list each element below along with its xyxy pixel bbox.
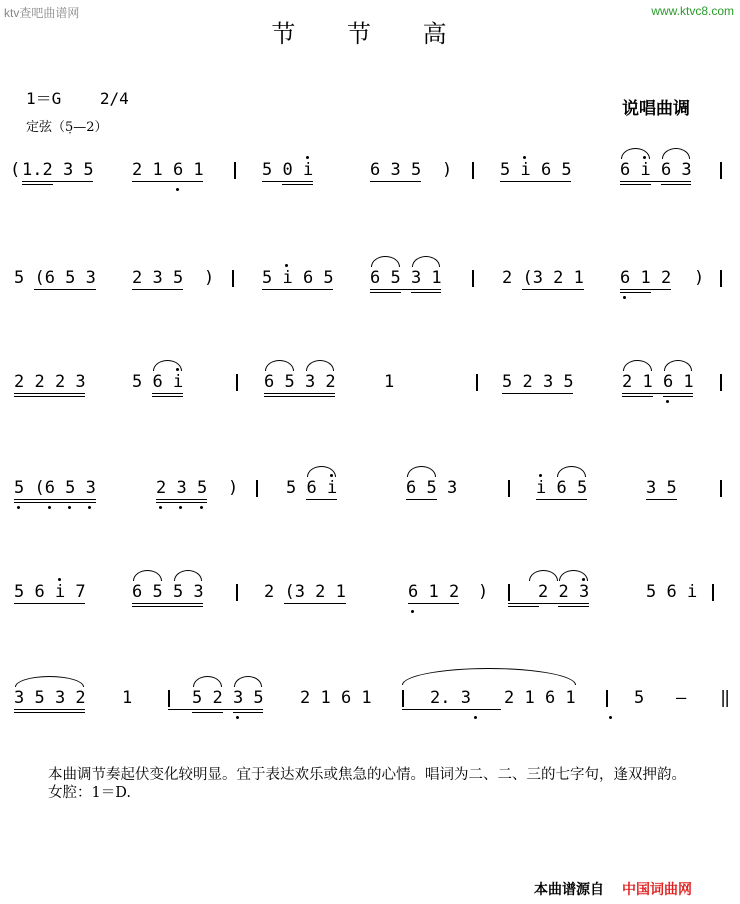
slur-mark <box>133 570 162 581</box>
octave-low-dot <box>474 716 477 719</box>
note-group: 1 <box>384 372 395 392</box>
note-group: 5 6 i 7 <box>14 582 86 602</box>
underline-sixteenth <box>22 184 53 185</box>
note-group: 2 (3 2 1 <box>502 268 584 288</box>
underline-eighth <box>262 289 333 290</box>
octave-low-dot <box>159 506 162 509</box>
note-group: 5 2 3 5 <box>502 372 574 392</box>
note-group: 5 i 6 5 <box>262 268 334 288</box>
underline-sixteenth <box>152 396 183 397</box>
bracket: ( <box>10 160 21 180</box>
underline-eighth <box>14 603 85 604</box>
slur-mark <box>559 570 588 581</box>
score-row-5 <box>0 582 740 642</box>
note-group: 2 1 6 1 <box>504 688 576 708</box>
underline-sixteenth <box>14 712 85 713</box>
note-group: 6 1 2 <box>620 268 672 288</box>
note-group: 6 5 3 <box>406 478 458 498</box>
underline-sixteenth <box>508 606 539 607</box>
underline-eighth <box>132 603 203 604</box>
score-row-4 <box>0 478 740 538</box>
bar-line <box>720 374 722 391</box>
source-credit <box>534 879 692 899</box>
bracket: ) <box>694 268 705 288</box>
slur-mark <box>306 360 335 371</box>
credit-site: 中国词曲网 <box>622 882 692 898</box>
note-group: 2. 3 <box>430 688 471 708</box>
notes-text <box>30 766 735 802</box>
note-group: 6 3 5 <box>370 160 422 180</box>
underline-eighth <box>622 393 693 394</box>
bar-line <box>236 374 238 391</box>
underline-eighth <box>14 709 85 710</box>
bar-line <box>256 480 258 497</box>
tune-style: 说唱曲调 <box>622 99 690 119</box>
underline-eighth <box>522 289 583 290</box>
slur-mark <box>193 676 222 687</box>
slur-mark <box>234 676 263 687</box>
underline-eighth <box>152 393 183 394</box>
underline-eighth <box>14 499 96 500</box>
note-group: 1.2 3 5 <box>22 160 94 180</box>
octave-high-dot <box>539 474 542 477</box>
notes-line-2: 女腔：1＝D. <box>48 785 131 801</box>
octave-low-dot <box>68 506 71 509</box>
time-signature: 2/4 <box>99 89 129 108</box>
underline-eighth <box>22 181 93 182</box>
underline-eighth <box>430 709 501 710</box>
underline-eighth <box>620 181 691 182</box>
bar-line <box>234 162 236 179</box>
underline-eighth <box>408 603 459 604</box>
underline-eighth <box>14 393 85 394</box>
underline-eighth <box>264 393 335 394</box>
octave-low-dot <box>411 610 414 613</box>
note-group: 2 2 3 <box>538 582 590 602</box>
bar-line <box>508 480 510 497</box>
octave-low-dot <box>17 506 20 509</box>
note-group: 2 1 6 1 <box>300 688 372 708</box>
underline-eighth <box>284 603 345 604</box>
bar-line <box>712 584 714 601</box>
slur-mark <box>662 148 691 159</box>
octave-high-dot <box>285 264 288 267</box>
underline-eighth <box>192 709 263 710</box>
note-group: 5 0 i <box>262 160 314 180</box>
underline-sixteenth <box>14 396 85 397</box>
underline-eighth <box>646 499 677 500</box>
note-group: 5 6 i <box>132 372 184 392</box>
note-group: 2 1 6 1 <box>132 160 204 180</box>
note-group: 5 6 i <box>646 582 698 602</box>
underline-eighth <box>620 289 671 290</box>
octave-low-dot <box>609 716 612 719</box>
note-group: 6 5 3 1 <box>370 268 442 288</box>
underline-eighth <box>306 499 337 500</box>
notes-line-1: 本曲调节奏起伏变化较明显。宜于表达欢乐或焦急的心情。唱词为二、二、三的七字句，逢双押韵。 <box>48 767 686 783</box>
underline-sixteenth <box>192 712 223 713</box>
octave-low-dot <box>179 506 182 509</box>
bar-line <box>232 270 234 287</box>
note-group: 5 (6 5 3 <box>14 268 96 288</box>
note-group: 5 (6 5 3 <box>14 478 96 498</box>
bar-line <box>402 690 404 707</box>
string-tuning: 定弦（5̣—2） <box>26 120 108 135</box>
octave-low-dot <box>88 506 91 509</box>
watermark-right: www.ktvc8.com <box>651 4 734 18</box>
underline-eighth <box>406 499 437 500</box>
slur-mark <box>621 148 650 159</box>
octave-high-dot <box>523 156 526 159</box>
underline-sixteenth <box>663 396 694 397</box>
bar-line <box>472 162 474 179</box>
slur-mark <box>623 360 652 371</box>
underline-sixteenth <box>14 502 96 503</box>
bar-line <box>720 162 722 179</box>
note-group: — <box>676 688 687 708</box>
score-row-3 <box>0 372 740 432</box>
underline-sixteenth <box>661 184 692 185</box>
underline-eighth <box>502 393 573 394</box>
underline-sixteenth <box>264 396 335 397</box>
underline-sixteenth <box>370 292 401 293</box>
underline-eighth <box>500 181 571 182</box>
underline-sixteenth <box>156 502 207 503</box>
octave-low-dot <box>623 296 626 299</box>
underline-eighth <box>34 289 95 290</box>
underline-sixteenth <box>558 606 589 607</box>
slur-mark <box>412 256 441 267</box>
note-group: 3 5 3 2 <box>14 688 86 708</box>
note-group: 5 <box>634 688 645 708</box>
bar-line <box>508 584 510 601</box>
note-group: 5 2 3 5 <box>192 688 264 708</box>
underline-eighth <box>558 603 589 604</box>
long-slur-mark <box>402 668 576 685</box>
underline-eighth <box>132 181 203 182</box>
slur-mark <box>664 360 693 371</box>
underline-sixteenth <box>233 712 264 713</box>
final-barline: ‖ <box>720 688 731 708</box>
note-group: 2 1 6 1 <box>622 372 694 392</box>
octave-high-dot <box>58 578 61 581</box>
bar-line <box>720 480 722 497</box>
watermark-left: ktv查吧曲谱网 <box>4 6 80 20</box>
note-group: 5 6 i <box>286 478 338 498</box>
note-group: 2 3 5 <box>132 268 184 288</box>
bar-line <box>476 374 478 391</box>
slur-mark <box>265 360 294 371</box>
score-row-2 <box>0 268 740 328</box>
underline-eighth <box>262 181 313 182</box>
bar-line <box>236 584 238 601</box>
underline-sixteenth <box>622 396 653 397</box>
slur-mark <box>153 360 182 371</box>
bracket: ) <box>442 160 453 180</box>
score-row-1 <box>0 160 740 220</box>
bracket: ) <box>478 582 489 602</box>
octave-low-dot <box>200 506 203 509</box>
note-group: 6 5 5 3 <box>132 582 204 602</box>
underline-eighth <box>132 289 183 290</box>
slur-mark <box>557 466 586 477</box>
underline-eighth <box>370 289 441 290</box>
octave-low-dot <box>236 716 239 719</box>
key-signature <box>26 86 129 109</box>
underline-eighth <box>508 603 559 604</box>
note-group: 6 1 2 <box>408 582 460 602</box>
slur-mark <box>371 256 400 267</box>
slur-mark <box>529 570 558 581</box>
note-group: 5 i 6 5 <box>500 160 572 180</box>
slur-mark <box>174 570 203 581</box>
note-group: 6 5 3 2 <box>264 372 336 392</box>
underline-eighth <box>556 499 587 500</box>
bar-line <box>720 270 722 287</box>
note-group: 3 5 <box>646 478 677 498</box>
underline-sixteenth <box>620 292 651 293</box>
bar-line <box>168 690 170 707</box>
note-group: 1 <box>122 688 133 708</box>
note-group: 6 i 6 3 <box>620 160 692 180</box>
bracket: ) <box>228 478 239 498</box>
underline-sixteenth <box>132 606 203 607</box>
underline-eighth <box>156 499 207 500</box>
key-label: 1＝G <box>26 89 62 108</box>
underline-eighth <box>370 181 421 182</box>
note-group: i 6 5 <box>536 478 588 498</box>
slur-mark <box>407 466 436 477</box>
bar-line <box>606 690 608 707</box>
credit-source: 本曲谱源自 <box>534 882 604 898</box>
note-group: 2 2 2 3 <box>14 372 86 392</box>
slur-mark <box>307 466 336 477</box>
underline-sixteenth <box>620 184 651 185</box>
bar-line <box>472 270 474 287</box>
octave-high-dot <box>306 156 309 159</box>
octave-low-dot <box>48 506 51 509</box>
page-title: 节 节 高 <box>271 20 469 48</box>
slur-mark <box>15 676 84 687</box>
octave-low-dot <box>666 400 669 403</box>
score-row-6 <box>0 688 740 748</box>
octave-low-dot <box>176 188 179 191</box>
bracket: ) <box>204 268 215 288</box>
underline-sixteenth <box>282 184 313 185</box>
note-group: 2 (3 2 1 <box>264 582 346 602</box>
note-group: 2 3 5 <box>156 478 208 498</box>
underline-sixteenth <box>411 292 442 293</box>
